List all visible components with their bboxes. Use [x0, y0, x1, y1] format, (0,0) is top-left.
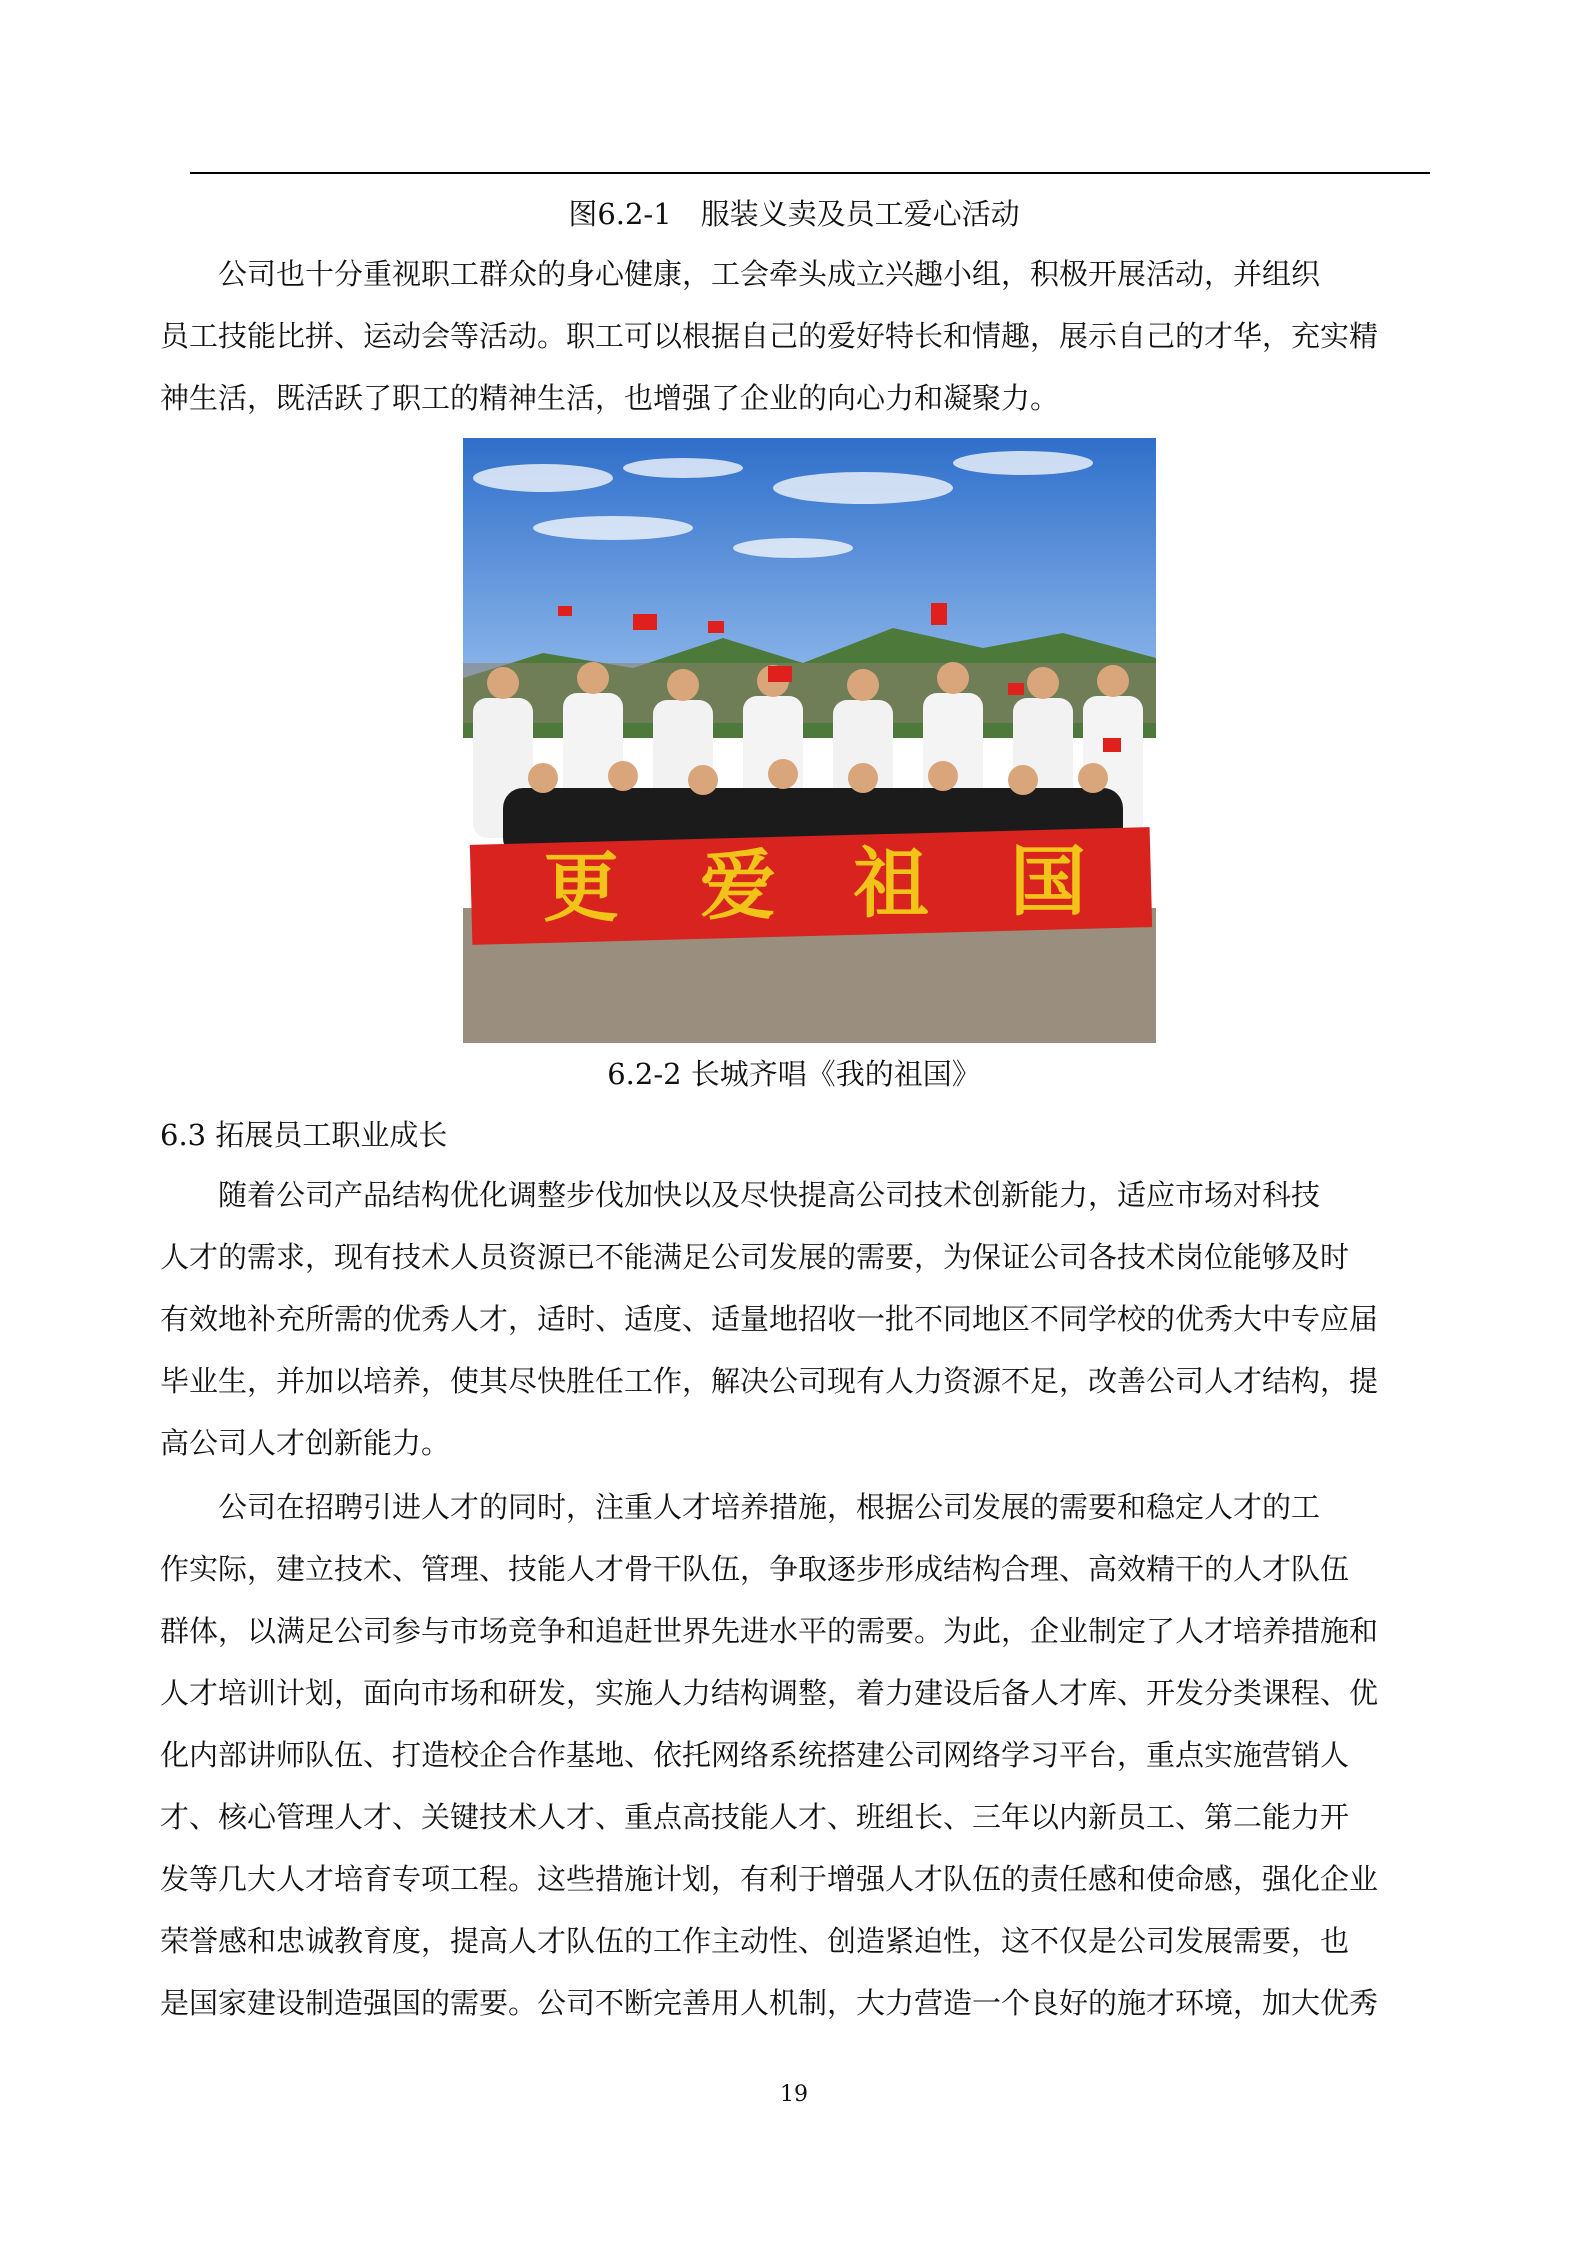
text-line: 群体，以满足公司参与市场竞争和追赶世界先进水平的需要。为此，企业制定了人才培养措施和: [160, 1614, 1379, 1648]
figure-caption-2: 6.2-2 长城齐唱《我的祖国》: [607, 1057, 981, 1091]
text-line: 公司在招聘引进人才的同时，注重人才培养措施，根据公司发展的需要和稳定人才的工: [160, 1490, 1321, 1524]
text-line: 发等几大人才培育专项工程。这些措施计划，有利于增强人才队伍的责任感和使命感，强化企业: [160, 1862, 1379, 1896]
text-line: 是国家建设制造强国的需要。公司不断完善用人机制，大力营造一个良好的施才环境，加大优秀: [160, 1986, 1379, 2020]
banner-char: 祖: [853, 839, 929, 928]
text-line: 荣誉感和忠诚教育度，提高人才队伍的工作主动性、创造紧迫性，这不仅是公司发展需要，也: [160, 1924, 1350, 1958]
text-line: 员工技能比拼、运动会等活动。职工可以根据自己的爱好特长和情趣，展示自己的才华，充实精: [160, 319, 1379, 353]
header-rule: [190, 172, 1430, 174]
paragraph-2: [160, 1164, 1430, 1474]
banner-char: 更: [543, 843, 619, 932]
text-line: 人才培训计划，面向市场和研发，实施人力结构调整，着力建设后备人才库、开发分类课程、优: [160, 1676, 1379, 1710]
text-line: 随着公司产品结构优化调整步伐加快以及尽快提高公司技术创新能力，适应市场对科技: [160, 1178, 1321, 1212]
page-number: 19: [780, 2082, 808, 2107]
text-line: 毕业生，并加以培养，使其尽快胜任工作，解决公司现有人力资源不足，改善公司人才结构，提: [160, 1364, 1379, 1398]
text-line: 人才的需求，现有技术人员资源已不能满足公司发展的需要，为保证公司各技术岗位能够及时: [160, 1240, 1350, 1274]
text-line: 才、核心管理人才、关键技术人才、重点高技能人才、班组长、三年以内新员工、第二能力开: [160, 1800, 1350, 1834]
paragraph-1: [160, 243, 1430, 429]
text-line: 作实际，建立技术、管理、技能人才骨干队伍，争取逐步形成结构合理、高效精干的人才队伍: [160, 1552, 1350, 1586]
text-line: 神生活，既活跃了职工的精神生活，也增强了企业的向心力和凝聚力。: [160, 381, 1060, 415]
figure-caption-1: 图6.2-1 服装义卖及员工爱心活动: [568, 197, 1020, 231]
text-line: 高公司人才创新能力。: [160, 1426, 451, 1460]
great-wall-photo: [463, 438, 1156, 1043]
text-line: 化内部讲师队伍、打造校企合作基地、依托网络系统搭建公司网络学习平台，重点实施营销人: [160, 1738, 1350, 1772]
text-line: 有效地补充所需的优秀人才，适时、适度、适量地招收一批不同地区不同学校的优秀大中专应届: [160, 1302, 1379, 1336]
paragraph-3: [160, 1476, 1430, 2034]
photo-illustration: [463, 438, 1156, 1043]
banner-char: 爱: [700, 841, 776, 930]
banner-char: 国: [1010, 837, 1086, 926]
section-heading: 6.3 拓展员工职业成长: [160, 1118, 448, 1152]
text-line: 公司也十分重视职工群众的身心健康，工会牵头成立兴趣小组，积极开展活动，并组织: [160, 257, 1321, 291]
